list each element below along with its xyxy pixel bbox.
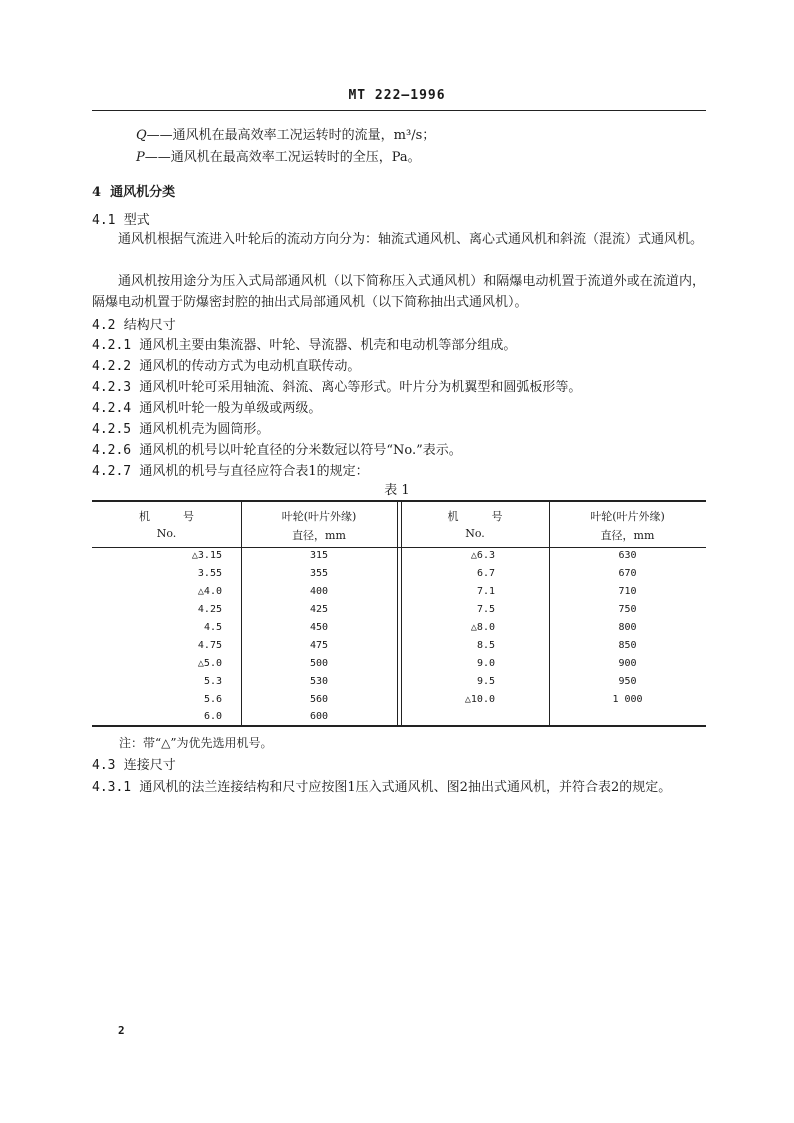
table-cell-no: △4.0 xyxy=(197,586,222,597)
clause-text: 通风机的机号以叶轮直径的分米数冠以符号“No.”表示。 xyxy=(139,443,462,458)
table-cell-no: 6.0 xyxy=(203,711,222,722)
clause-4-2-1 xyxy=(92,334,516,353)
clause-number: 4.2.1 xyxy=(92,338,132,353)
section-number: 4.2 xyxy=(92,318,116,333)
section-4-1-heading xyxy=(92,209,150,228)
document-header: MT 222—1996 xyxy=(348,88,446,103)
clause-text: 通风机主要由集流器、叶轮、导流器、机壳和电动机等部分组成。 xyxy=(139,338,517,353)
clause-number: 4.2.7 xyxy=(92,464,132,479)
table-cell-no: 3.55 xyxy=(197,568,222,579)
table-header-no-sub: No. xyxy=(156,527,177,540)
table-cell-diameter: 850 xyxy=(618,640,637,651)
table-cell-diameter: 630 xyxy=(618,550,637,561)
table-cell-diameter: 800 xyxy=(618,622,637,633)
table-cell-no: △8.0 xyxy=(470,622,495,633)
table-cell-no: 8.5 xyxy=(476,640,495,651)
clause-4-3-1 xyxy=(92,776,671,795)
section-4-1-para-2: 通风机按用途分为压入式局部通风机（以下简称压入式通风机）和隔爆电动机置于流道外或在流道内，隔爆电动机置于防爆密封腔的抽出式局部通风机（以下简称抽出式通风机）。 xyxy=(92,274,705,310)
section-number: 4.3 xyxy=(92,758,116,773)
clause-4-2-2 xyxy=(92,355,360,374)
table-cell-diameter: 950 xyxy=(618,676,637,687)
table-cell-diameter: 500 xyxy=(309,658,329,669)
section-title: 结构尺寸 xyxy=(123,318,176,333)
table-cell-diameter: 1 000 xyxy=(612,694,643,705)
table-cell-diameter: 750 xyxy=(618,604,637,615)
table-cell-diameter: 530 xyxy=(309,676,329,687)
table-cell-diameter: 900 xyxy=(618,658,637,669)
table-cell-no: 4.75 xyxy=(197,640,222,651)
table-cell-no: △5.0 xyxy=(197,658,222,669)
table-cell-no: 6.7 xyxy=(476,568,495,579)
table-cell-no: 4.25 xyxy=(197,604,222,615)
section-4-3-heading xyxy=(92,754,176,773)
clause-text: 通风机叶轮一般为单级或两级。 xyxy=(139,401,322,416)
section-title: 型式 xyxy=(123,213,150,228)
clause-number: 4.2.6 xyxy=(92,443,132,458)
table-cell-no: 5.6 xyxy=(203,694,222,705)
table-cell-diameter: 355 xyxy=(309,568,329,579)
section-title: 连接尺寸 xyxy=(123,758,176,773)
table-header-diameter-sub: 直径，mm xyxy=(292,529,346,542)
definition-p xyxy=(136,146,421,165)
table-mid-divider xyxy=(397,500,398,726)
clause-text: 通风机的机号与直径应符合表1的规定： xyxy=(139,464,369,479)
table-header-no: 机 号 xyxy=(139,510,194,523)
clause-4-2-6 xyxy=(92,439,462,458)
definition-symbol: P xyxy=(136,150,145,165)
clause-text: 通风机的法兰连接结构和尺寸应按图1压入式通风机、图2抽出式通风机，并符合表2的规定。 xyxy=(139,780,672,795)
table-1-caption: 表 1 xyxy=(384,483,410,498)
definition-symbol: Q xyxy=(136,128,147,143)
definition-text: ——通风机在最高效率工况运转时的全压，Pa。 xyxy=(144,150,421,165)
table-cell-diameter: 475 xyxy=(309,640,329,651)
clause-4-2-7 xyxy=(92,460,369,479)
table-cell-no: 7.1 xyxy=(476,586,495,597)
clause-number: 4.3.1 xyxy=(92,780,132,795)
table-header-diameter: 叶轮(叶片外缘) xyxy=(590,510,665,523)
section-number: 4.1 xyxy=(92,213,116,228)
section-4-2-heading xyxy=(92,314,176,333)
section-title: 通风机分类 xyxy=(110,185,176,200)
table-cell-diameter: 560 xyxy=(309,694,329,705)
table-cell-no: 5.3 xyxy=(203,676,222,687)
table-cell-diameter: 710 xyxy=(618,586,637,597)
clause-text: 通风机叶轮可采用轴流、斜流、离心等形式。叶片分为机翼型和圆弧板形等。 xyxy=(139,380,582,395)
table-cell-diameter: 670 xyxy=(618,568,637,579)
table-cell-diameter: 425 xyxy=(309,604,329,615)
header-rule xyxy=(92,110,706,111)
table-cell-no: △10.0 xyxy=(464,694,495,705)
clause-text: 通风机机壳为圆筒形。 xyxy=(139,422,270,437)
table-top-rule xyxy=(92,500,706,502)
section-4-heading xyxy=(92,181,175,200)
table-cell-no: 9.5 xyxy=(476,676,495,687)
table-header-no-sub: No. xyxy=(465,527,485,540)
table-1-note: 注：带“△”为优先选用机号。 xyxy=(119,736,273,750)
table-cell-no: 9.0 xyxy=(476,658,495,669)
clause-number: 4.2.5 xyxy=(92,422,132,437)
clause-number: 4.2.2 xyxy=(92,359,132,374)
table-1 xyxy=(92,500,706,726)
clause-4-2-4 xyxy=(92,397,321,416)
table-cell-no: 4.5 xyxy=(203,622,222,633)
table-header-no: 机 号 xyxy=(447,510,503,523)
table-cell-no: △6.3 xyxy=(470,550,495,561)
table-cell-no: 7.5 xyxy=(476,604,495,615)
table-header-rule xyxy=(92,547,706,548)
definition-text: ——通风机在最高效率工况运转时的流量，m³/s； xyxy=(146,128,436,143)
table-cell-diameter: 600 xyxy=(309,711,329,722)
clause-text: 通风机的传动方式为电动机直联传动。 xyxy=(139,359,361,374)
table-cell-no: △3.15 xyxy=(191,550,222,561)
definition-q xyxy=(136,124,435,143)
table-cell-diameter: 450 xyxy=(309,622,329,633)
clause-4-2-5 xyxy=(92,418,269,437)
table-bottom-rule xyxy=(92,725,706,727)
clause-4-2-3 xyxy=(92,376,581,395)
table-cell-diameter: 315 xyxy=(309,550,329,561)
clause-number: 4.2.4 xyxy=(92,401,132,416)
table-header-diameter: 叶轮(叶片外缘) xyxy=(281,510,357,523)
section-number: 4 xyxy=(92,185,102,200)
page-number: 2 xyxy=(118,1024,125,1037)
section-4-1-para-1: 通风机根据气流进入叶轮后的流动方向分为：轴流式通风机、离心式通风机和斜流（混流）式通风机。 xyxy=(118,232,704,247)
table-header-diameter-sub: 直径，mm xyxy=(600,529,655,542)
table-cell-diameter: 400 xyxy=(309,586,329,597)
clause-number: 4.2.3 xyxy=(92,380,132,395)
